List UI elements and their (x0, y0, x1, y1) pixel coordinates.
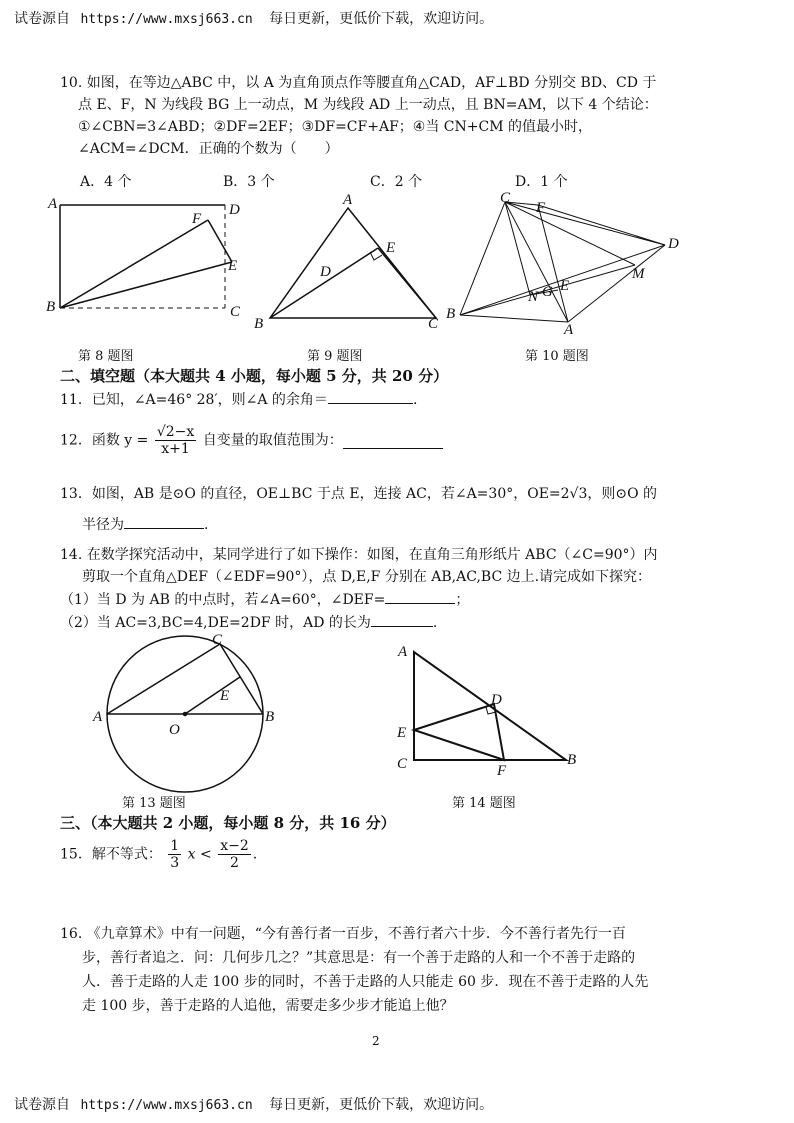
fig13-label-o: O (169, 722, 180, 738)
q15-lhs-fraction (168, 838, 181, 871)
q16-line4: 走 100 步，善于走路的人追他，需要走多少步才能追上他？ (82, 998, 454, 1014)
q14-line1: 14. 在数学探究活动中，某同学进行了如下操作：如图，在直角三角形纸片 ABC（∠C=90°）内 (60, 547, 658, 563)
section-2-title: 二、填空题（本大题共 4 小题，每小题 5 分，共 20 分） (60, 367, 449, 385)
header-url[interactable]: https://www.mxsj663.cn (80, 12, 253, 27)
footer-url[interactable]: https://www.mxsj663.cn (80, 1098, 253, 1113)
q10-line3: ①∠CBN=3∠ABD；②DF=2EF；③DF=CF+AF；④当 CN+CM 的值最小时， (78, 119, 592, 135)
q14-line3: （1）当 D 为 AB 的中点时，若∠A=60°，∠DEF= (60, 592, 386, 608)
q15-rhs-numerator: x−2 (220, 838, 249, 854)
q15-lhs-numerator: 1 (170, 838, 180, 854)
q16-line2: 步，善行者追之．问：几何步几之？”其意思是：有一个善于走路的人和一个不善于走路的 (82, 950, 636, 966)
q10-line1: 10. 如图，在等边△ABC 中，以 A 为直角顶点作等腰直角△CAD，AF⊥BD 分别交 BD、CD 于 (60, 75, 657, 91)
q16-line1: 16. 《九章算术》中有一问题，“今有善行者一百步，不善行者六十步．今不善行者先行一百 (60, 926, 626, 942)
fig8-label-b: B (46, 299, 56, 315)
fig10-label-f: F (536, 200, 546, 216)
fig8-label-c: C (230, 304, 241, 320)
fig9-label-b: B (254, 316, 264, 332)
q10-line4: ∠ACM=∠DCM．正确的个数为（ ） (78, 141, 339, 157)
fig10-caption: 第 10 题图 (525, 349, 589, 364)
question-11 (60, 388, 417, 411)
fig14-label-d: D (491, 692, 502, 708)
q12-fraction (155, 424, 196, 457)
figure-8 (40, 190, 260, 330)
fig9-label-c: C (428, 316, 439, 332)
question-13 (60, 483, 657, 536)
question-16 (60, 922, 648, 1018)
fig14-label-b: B (567, 752, 577, 768)
fig10-label-b: B (446, 306, 456, 322)
q15-lhs-var: x < (187, 846, 212, 863)
q13-end: . (204, 517, 209, 533)
fig10-label-e: E (560, 278, 570, 294)
question-14 (60, 544, 658, 634)
fig8-label-e: E (228, 258, 238, 274)
fig13-label-c: C (212, 632, 223, 648)
figure-14 (390, 640, 590, 780)
fig14-label-e: E (397, 725, 407, 741)
fig9-label-d: D (320, 264, 331, 280)
q13-line1: 13．如图，AB 是⊙O 的直径，OE⊥BC 于点 E，连接 AC，若∠A=30°，OE=2√3，则⊙O 的 (60, 486, 658, 502)
q12-denominator: x+1 (161, 441, 190, 457)
q14-line2: 剪取一个直角△DEF（∠EDF=90°），点 D,E,F 分别在 AB,AC,BC 边上.请完成如下探究： (82, 569, 652, 585)
page-footer (14, 1094, 493, 1114)
q12-numerator: √2−x (156, 424, 195, 440)
section-3-title: 三、（本大题共 2 小题，每小题 8 分，共 16 分） (60, 814, 396, 832)
figure-9 (248, 190, 448, 335)
fig13-label-b: B (265, 709, 275, 725)
header-source-label: 试卷源自 (14, 11, 70, 27)
q14-line3-end: ； (455, 592, 470, 608)
fig10-label-a: A (564, 322, 574, 335)
q10-option-b: B．3 个 (223, 174, 275, 190)
q12-prefix: 12．函数 y = (60, 432, 149, 449)
q12-suffix: 自变量的取值范围为： (202, 432, 343, 449)
q14-line4-end: . (432, 615, 438, 631)
fig9-label-a: A (343, 192, 353, 208)
page-header (14, 8, 493, 28)
q15-rhs-fraction (218, 838, 251, 871)
fig13-caption: 第 13 题图 (122, 796, 186, 811)
q12-answer-blank[interactable] (343, 433, 443, 449)
fig14-label-f: F (497, 763, 507, 779)
fig10-label-n: N (528, 289, 539, 305)
q11-text: 11．已知，∠A=46° 28′，则∠A 的余角＝ (60, 392, 328, 408)
q15-prefix: 15．解不等式： (60, 846, 162, 863)
q15-rhs-denominator: 2 (230, 855, 239, 871)
fig8-caption: 第 8 题图 (78, 349, 134, 364)
footer-source-label: 试卷源自 (14, 1097, 70, 1113)
fig10-label-g: G (542, 284, 553, 300)
fig8-label-f: F (192, 211, 202, 227)
q10-option-c: C．2 个 (370, 174, 423, 190)
footer-slogan: 每日更新，更低价下载，欢迎访问。 (269, 1097, 494, 1113)
figure-10 (440, 190, 690, 335)
q15-lhs-denominator: 3 (170, 855, 180, 871)
q15-end: . (252, 846, 258, 863)
fig10-label-m: M (632, 266, 645, 282)
fig14-label-a: A (398, 644, 408, 660)
question-10 (60, 72, 658, 160)
q10-option-a: A．4 个 (80, 174, 132, 190)
page-number: 2 (372, 1034, 380, 1048)
fig10-label-c: C (500, 190, 511, 206)
q16-line3: 人．善于走路的人走 100 步的同时，不善于走路的人只能走 60 步．现在不善于走路的人先 (82, 974, 649, 990)
q13-line2: 半径为 (82, 517, 124, 533)
header-slogan: 每日更新，更低价下载，欢迎访问。 (269, 11, 494, 27)
fig13-label-a: A (93, 709, 103, 725)
fig9-label-e: E (386, 240, 396, 256)
q10-line2: 点 E、F，N 为线段 BG 上一动点，M 为线段 AD 上一动点，且 BN=AM，以下 4 个结论： (78, 97, 658, 113)
q11-end: . (412, 392, 418, 408)
question-12 (60, 424, 443, 457)
question-15 (60, 838, 257, 871)
fig14-label-c: C (397, 756, 408, 772)
q14-part1-blank[interactable] (385, 588, 455, 604)
q11-answer-blank[interactable] (328, 388, 413, 404)
figure-13 (85, 630, 285, 795)
fig9-caption: 第 9 题图 (307, 349, 363, 364)
fig14-caption: 第 14 题图 (452, 796, 516, 811)
fig10-label-d: D (668, 236, 679, 252)
q14-line4: （2）当 AC=3,BC=4,DE=2DF 时，AD 的长为 (60, 615, 371, 631)
q10-option-d: D．1 个 (515, 174, 568, 190)
fig8-label-d: D (229, 202, 240, 218)
fig8-label-a: A (48, 196, 58, 212)
fig13-label-e: E (220, 688, 230, 704)
q14-part2-blank[interactable] (371, 611, 433, 627)
q13-answer-blank[interactable] (124, 513, 204, 529)
